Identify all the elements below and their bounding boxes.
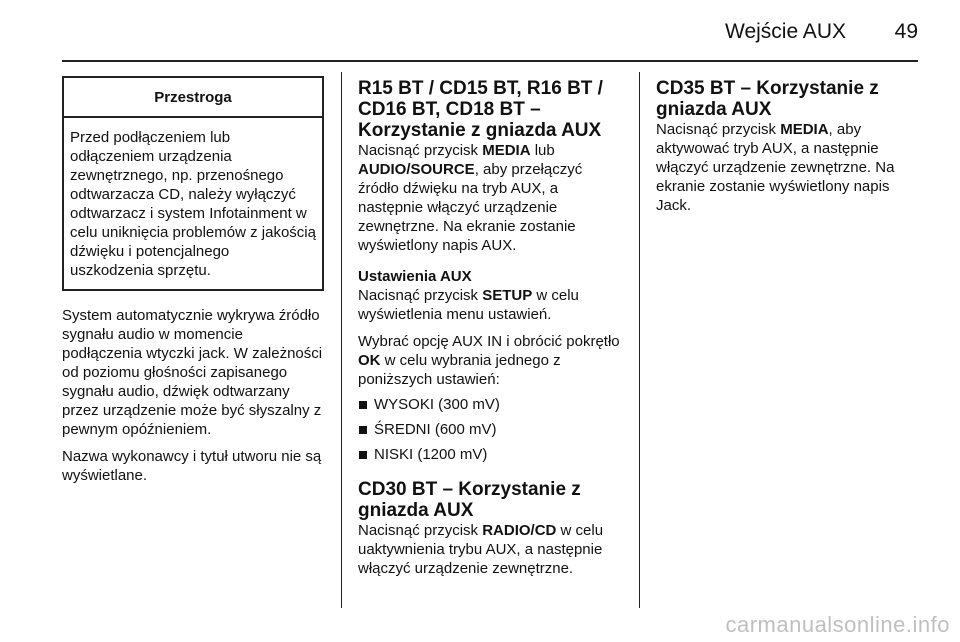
auto-detect-paragraph: System automatycznie wykrywa źródło sygnału audio w momencie podłączenia wtyczki jack. W zależności od poziomu głośności zapisanego sygnału audio, dźwięk odtwarzany przez urządzenie może być słyszalny z pewnym opóźnieniem.: [62, 307, 323, 438]
column-divider-left: [341, 72, 342, 608]
column-2: [358, 78, 624, 578]
page-number: 49: [894, 20, 918, 43]
button-name-radio-cd: RADIO/CD: [482, 522, 557, 539]
list-item: NISKI (1200 mV): [358, 445, 624, 464]
column-1: [62, 76, 324, 485]
page-header-title: Wejście AUX: [725, 20, 846, 43]
settings-paragraph-1: Nacisnąć przycisk SETUP w celu wyświetlenia menu ustawień.: [358, 287, 579, 323]
caution-heading: Przestroga: [64, 78, 322, 118]
section-heading-r15: R15 BT / CD15 BT, R16 BT / CD16 BT, CD18 BT – Korzystanie z gniazda AUX: [358, 78, 603, 141]
bullet-square-icon: [359, 451, 367, 459]
settings-options-list: [358, 395, 624, 464]
section-heading-cd35: CD35 BT – Korzystanie z gniazda AUX: [656, 78, 879, 120]
settings-paragraph-2: Wybrać opcję AUX IN i obrócić pokrętło OK w celu wybrania jednego z poniższych ustawień:: [358, 333, 620, 388]
button-name-ok: OK: [358, 352, 381, 369]
column-divider-right: [639, 72, 640, 608]
section-cd35-text: Nacisnąć przycisk MEDIA, aby aktywować tryb AUX, a następnie włączyć urządzenie zewnętrzne. Na ekranie zostanie wyświetlony napis Jack.: [656, 121, 895, 214]
bullet-square-icon: [359, 426, 367, 434]
button-name-audio-source: AUDIO/SOURCE: [358, 161, 475, 178]
watermark: carmanualsonline.info: [725, 612, 950, 637]
bullet-square-icon: [359, 401, 367, 409]
section-heading-settings: Ustawienia AUX: [358, 268, 472, 285]
section-cd30-text: Nacisnąć przycisk RADIO/CD w celu uaktywnienia trybu AUX, a następnie włączyć urządzenie zewnętrzne.: [358, 522, 604, 577]
artist-title-paragraph: Nazwa wykonawcy i tytuł utworu nie są wyświetlane.: [62, 448, 322, 484]
button-name-media: MEDIA: [482, 142, 531, 159]
caution-text: Przed podłączeniem lub odłączeniem urządzenia zewnętrznego, np. przenośnego odtwarzacza CD, należy wyłączyć odtwarzacz i system Infotainment w celu uniknięcia problemów z jakością dźwięku i potencjalnego uszkodzenia sprzętu.: [70, 129, 316, 279]
caution-box: [62, 76, 324, 291]
button-name-media-cd35: MEDIA: [780, 121, 829, 138]
column-3: [656, 78, 918, 215]
section-heading-cd30: CD30 BT – Korzystanie z gniazda AUX: [358, 479, 581, 521]
section-r15-text: Nacisnąć przycisk MEDIA lub AUDIO/SOURCE, aby przełączyć źródło dźwięku na tryb AUX, a następnie włączyć urządzenie zewnętrzne. Na ekranie zostanie wyświetlony napis AUX.: [358, 142, 583, 254]
list-item: ŚREDNI (600 mV): [358, 420, 624, 439]
header-rule: [62, 60, 918, 62]
list-item: WYSOKI (300 mV): [358, 395, 624, 414]
button-name-setup: SETUP: [482, 287, 533, 304]
